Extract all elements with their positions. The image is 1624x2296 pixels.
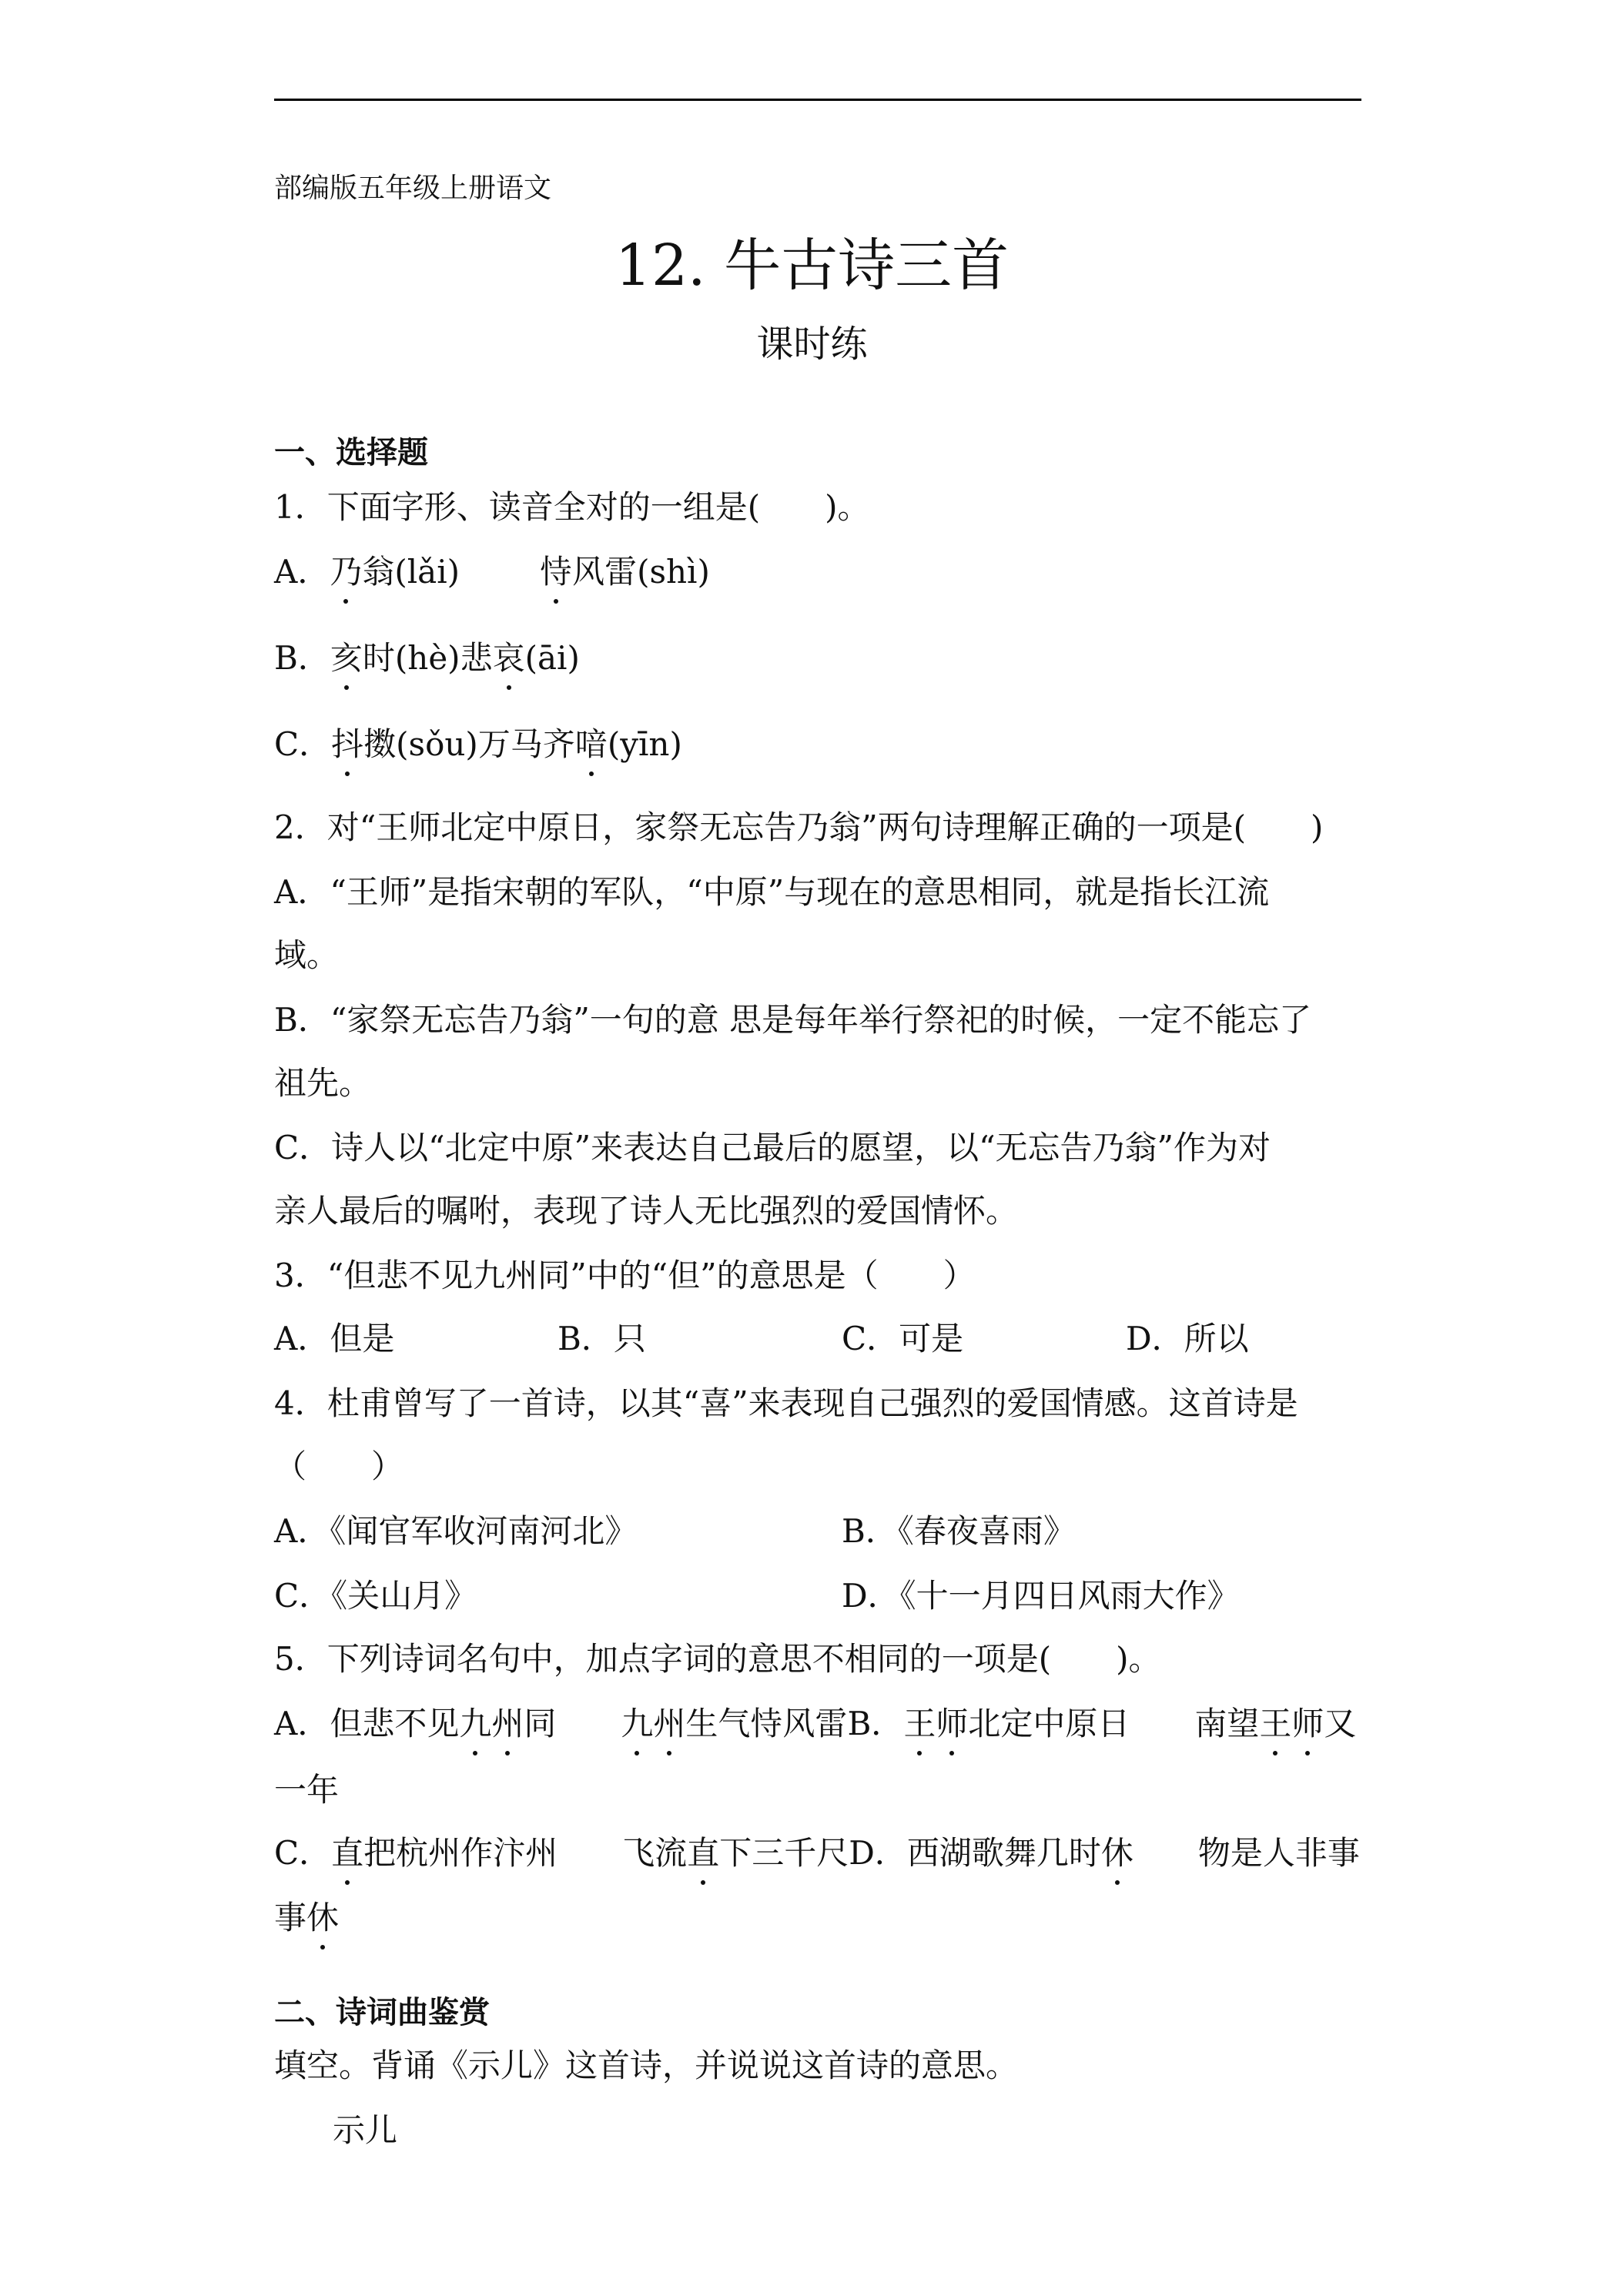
option-text: 翁(lǎi) bbox=[362, 553, 460, 591]
subject-label: 部编版五年级上册语文 bbox=[274, 172, 552, 204]
dotted-char: 休 bbox=[306, 1893, 339, 1939]
section2-instruction: 填空。背诵《示儿》这首诗，并说说这首诗的意思。 bbox=[274, 2047, 1019, 2084]
dotted-char: 州 bbox=[653, 1699, 685, 1745]
dotted-char: 恃 bbox=[540, 547, 572, 593]
q2-option-c-line2: 亲人最后的嘱咐，表现了诗人无比强烈的爱国情怀。 bbox=[274, 1192, 1019, 1230]
section2-heading: 二、诗词曲鉴赏 bbox=[274, 1994, 490, 2030]
dotted-char: 直 bbox=[687, 1828, 719, 1874]
dotted-char: 师 bbox=[936, 1699, 968, 1745]
q5-options-cd bbox=[274, 1828, 1360, 1874]
option-text: 时(hè)悲 bbox=[362, 639, 493, 677]
dotted-char: 亥 bbox=[330, 633, 363, 679]
option-text: 物是人非事 bbox=[1133, 1834, 1360, 1872]
q5-options-ab bbox=[274, 1699, 1356, 1745]
option-text: 生气恃风雷 bbox=[685, 1705, 848, 1742]
q4-option-d: D．《十一月四日风雨大作》 bbox=[842, 1577, 1240, 1615]
option-text: (yīn) bbox=[607, 725, 682, 763]
section1-heading: 一、选择题 bbox=[274, 434, 428, 470]
dotted-char: 哀 bbox=[493, 633, 525, 679]
q2-option-b-line2: 祖先。 bbox=[274, 1064, 372, 1102]
q4-stem-line2: （ ） bbox=[274, 1448, 404, 1485]
dotted-char: 直 bbox=[331, 1828, 363, 1874]
option-text: D．西湖歌舞几时 bbox=[849, 1834, 1101, 1872]
option-label: C． bbox=[274, 1834, 332, 1872]
q1-option-b bbox=[274, 633, 580, 679]
q3-option-c: C．可是 bbox=[842, 1320, 964, 1357]
dotted-char: 王 bbox=[903, 1699, 936, 1745]
option-text: 风雷(shì) bbox=[572, 553, 710, 591]
option-text: 擞(sǒu)万马齐 bbox=[363, 725, 575, 763]
dotted-char: 抖 bbox=[331, 719, 363, 765]
q1-option-c bbox=[274, 719, 682, 765]
dotted-char: 王 bbox=[1259, 1699, 1291, 1745]
q2-option-c-line1: C．诗人以“北定中原”来表达自己最后的愿望，以“无忘告乃翁”作为对 bbox=[274, 1129, 1271, 1166]
dotted-char: 九 bbox=[459, 1699, 491, 1745]
q4-option-b: B．《春夜喜雨》 bbox=[842, 1512, 1076, 1550]
q5-options-ab-cont: 一年 bbox=[274, 1771, 340, 1809]
q1-stem: 1．下面字形、读音全对的一组是( )。 bbox=[274, 488, 870, 526]
poem-title: 示儿 bbox=[333, 2111, 398, 2149]
page-title: 12. 牛古诗三首 bbox=[614, 233, 1010, 299]
q3-option-b: B．只 bbox=[558, 1320, 646, 1357]
q3-option-d: D．所以 bbox=[1126, 1320, 1249, 1357]
option-label: C． bbox=[274, 725, 332, 763]
option-text: 同 bbox=[524, 1705, 621, 1742]
q5-stem: 5．下列诗词名句中，加点字词的意思不相同的一项是( )。 bbox=[274, 1640, 1161, 1678]
option-text: 又 bbox=[1324, 1705, 1357, 1742]
header-rule bbox=[274, 99, 1361, 101]
dotted-char: 州 bbox=[491, 1699, 524, 1745]
option-label: B． bbox=[274, 639, 330, 677]
dotted-char: 乃 bbox=[330, 547, 362, 593]
q2-stem: 2．对“王师北定中原日，家祭无忘告乃翁”两句诗理解正确的一项是( ) bbox=[274, 808, 1324, 846]
option-text: A．但悲不见 bbox=[274, 1705, 460, 1742]
q4-option-c: C．《关山月》 bbox=[274, 1577, 477, 1615]
option-text: 北定中原日 南望 bbox=[968, 1705, 1260, 1742]
option-text: 下三千尺 bbox=[719, 1834, 849, 1872]
option-label: A． bbox=[274, 553, 330, 591]
q4-option-a: A．《闻官军收河南河北》 bbox=[274, 1512, 638, 1550]
q5-options-cd-cont bbox=[274, 1893, 339, 1939]
q2-option-b-line1: B．“家祭无忘告乃翁”一句的意 思是每年举行祭祀的时候，一定不能忘了 bbox=[274, 1001, 1312, 1039]
q3-option-a: A．但是 bbox=[274, 1320, 395, 1357]
dotted-char: 喑 bbox=[575, 719, 608, 765]
page-subtitle: 课时练 bbox=[756, 323, 868, 366]
option-text: 把杭州作汴州 飞流 bbox=[363, 1834, 688, 1872]
dotted-char: 九 bbox=[621, 1699, 653, 1745]
q4-stem-line1: 4．杜甫曾写了一首诗，以其“喜”来表现自己强烈的爱国情感。这首诗是 bbox=[274, 1384, 1298, 1422]
q3-stem: 3．“但悲不见九州同”中的“但”的意思是（ ） bbox=[274, 1257, 976, 1294]
option-text: (āi) bbox=[524, 639, 580, 677]
option-label: B． bbox=[847, 1705, 904, 1742]
dotted-char: 休 bbox=[1101, 1828, 1133, 1874]
q2-option-a-line2: 域。 bbox=[274, 936, 340, 974]
q1-option-a bbox=[274, 547, 710, 593]
q2-option-a-line1: A．“王师”是指宋朝的军队，“中原”与现在的意思相同，就是指长江流 bbox=[274, 873, 1270, 911]
option-text: 事 bbox=[274, 1899, 307, 1936]
dotted-char: 师 bbox=[1291, 1699, 1324, 1745]
